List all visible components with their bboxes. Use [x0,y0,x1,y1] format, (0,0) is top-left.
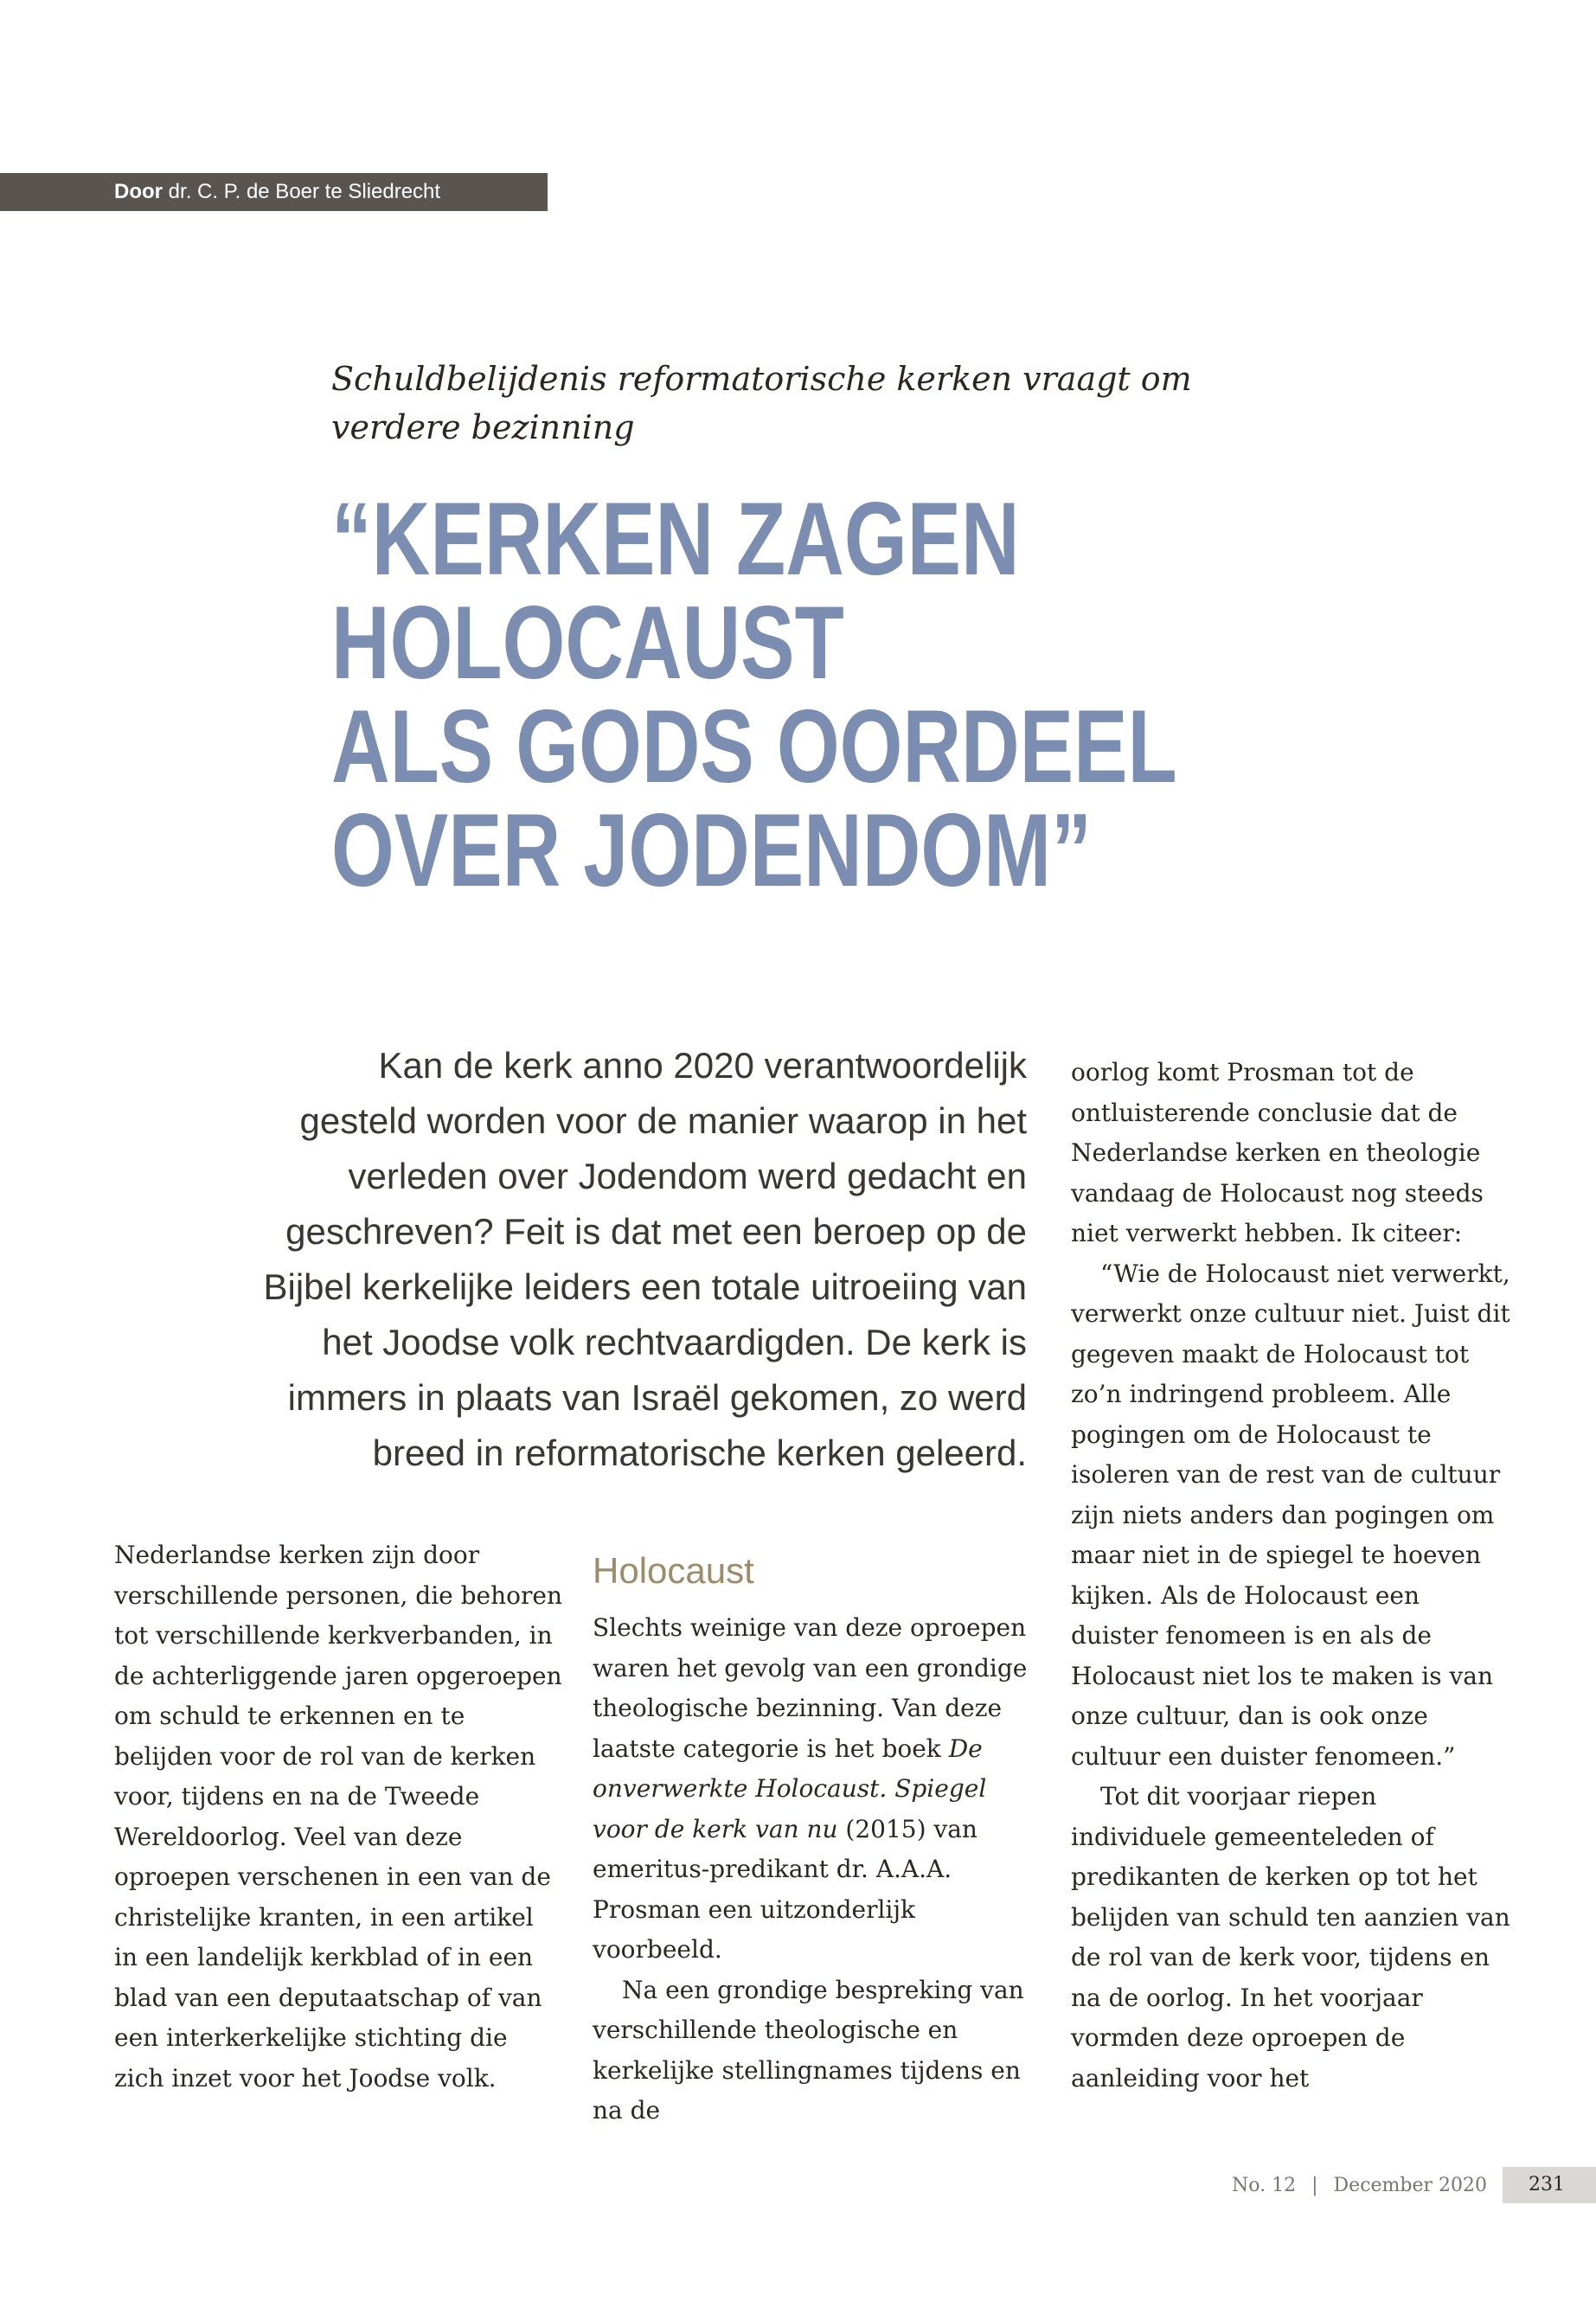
section-heading-holocaust: Holocaust [593,1550,754,1591]
author-name: dr. C. P. de Boer te Sliedrecht [168,180,441,203]
column2-paragraph-2: Na een grondige bespreking van verschillende theologische en kerkelijke stellingnames tijdens en na de [593,1975,1024,2125]
page-number: 231 [1503,2167,1596,2203]
article-column-3 [1071,1053,1512,2099]
column1-paragraph-1: Nederlandse kerken zijn door verschillende personen, die behoren tot verschillende kerkverbanden, in de achterliggende jaren opgeroepen om schuld te erkennen en te belijden voor de rol van de kerken voor, tijdens en na de Tweede Wereldoorlog. Veel van deze oproepen verschenen in een van de christelijke kranten, in een artikel in een landelijk kerkblad of in een blad van een deputaatschap of van een interkerkelijke stichting die zich inzet voor het Joodse volk. [114,1541,562,2093]
issue-number: No. 12 [1232,2174,1297,2196]
issue-date: December 2020 [1333,2174,1487,2196]
column2-paragraph-1-a: Slechts weinige van deze oproepen waren het gevolg van een grondige theologische bezinning. Van deze laatste categorie is het boek [593,1613,1028,1763]
headline-line-1: “KERKEN ZAGEN [331,481,1020,597]
column2-paragraph-1 [593,1608,1034,1971]
column2-paragraph-1-b: (2015) van emeritus-predikant dr. A.A.A. Prosman een uitzonderlijk voorbeeld. [593,1814,977,1964]
article-column-2 [593,1535,1034,2131]
headline-line-3: ALS GODS OORDEEL [331,689,1177,804]
headline-line-2: HOLOCAUST [331,585,844,701]
article-column-1 [114,1535,564,2099]
author-byline [0,173,548,211]
author-lead: Door [114,180,163,203]
footer-separator: | [1311,2174,1318,2196]
page-footer [1232,2167,1596,2203]
column3-quote: “Wie de Holocaust niet verwerkt, verwerkt onze cultuur niet. Juist dit gegeven maakt de Holocaust tot zo’n indringend probleem. Alle pogingen om de Holocaust te isoleren van de rest van de cultuur zijn niets anders dan pogingen om maar niet in de spiegel te hoeven kijken. Als de Holocaust een duister fenomeen is en als de Holocaust niet los te maken is van onze cultuur, dan is ook onze cultuur een duister fenomeen.” [1071,1259,1510,1771]
headline-line-4: OVER JODENDOM” [331,792,1092,908]
book-title: De onverwerkte Holocaust. Spiegel voor de kerk van nu [593,1734,987,1843]
column3-paragraph-3: Tot dit voorjaar riepen individuele gemeenteleden of predikanten de kerken op tot het belijden van schuld ten aanzien van de rol van de kerk voor, tijdens en na de oorlog. In het voorjaar vormden deze oproepen de aanleiding voor het [1071,1782,1510,2093]
intro-lead: Kan de kerk anno 2020 verantwoordelijk gesteld worden voor de manier waarop in het verleden over Jodendom werd gedacht en geschreven? Feit is dat met een beroep op de Bijbel kerkelijke leiders een totale uitroeiing van het Joodse volk rechtvaardigden. De kerk is immers in plaats van Israël gekomen, zo werd breed in reformatorische kerken geleerd. [263,1045,1027,1473]
page-title [331,481,1177,908]
column3-paragraph-1: oorlog komt Prosman tot de ontluisterende conclusie dat de Nederlandse kerken en theologie vandaag de Holocaust nog steeds niet verwerkt hebben. Ik citeer: [1071,1058,1484,1247]
kicker: Schuldbelijdenis reformatorische kerken vraagt om verdere bezinning [331,360,1192,446]
